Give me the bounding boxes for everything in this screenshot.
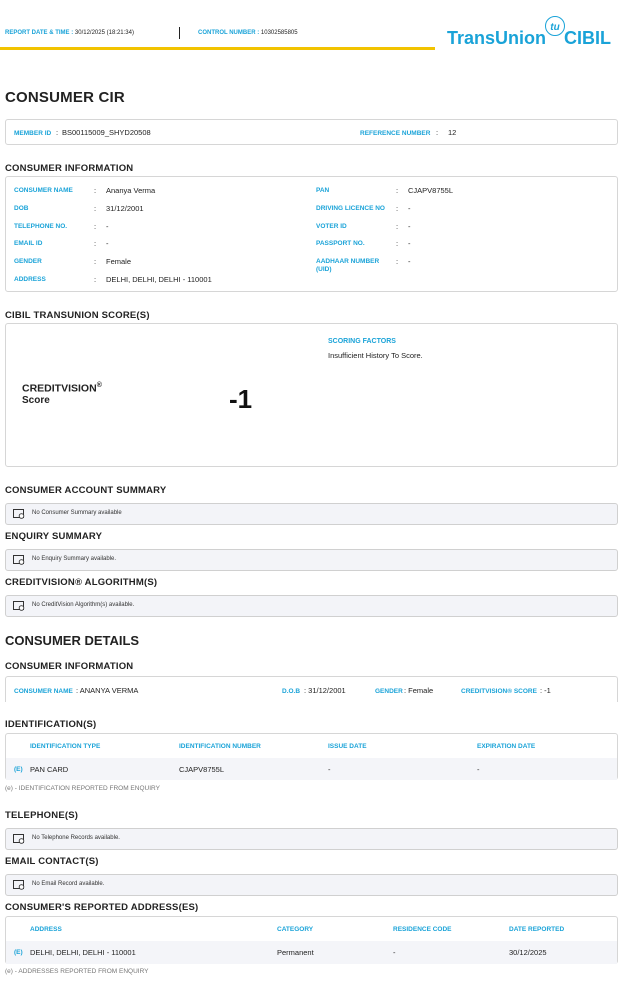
aadhaar-label: AADHAAR NUMBER bbox=[316, 258, 380, 265]
telephone-colon: : bbox=[94, 222, 97, 231]
table-row bbox=[6, 941, 617, 964]
dob-label: DOB bbox=[14, 205, 29, 212]
identification-col-expiry: EXPIRATION DATE bbox=[477, 743, 536, 750]
addresses-note: (e) - ADDRESSES REPORTED FROM ENQUIRY bbox=[5, 968, 149, 975]
details-score-value: : -1 bbox=[540, 686, 551, 695]
reference-number-label: REFERENCE NUMBER bbox=[360, 130, 431, 137]
gender-label: GENDER bbox=[14, 258, 42, 265]
address-row-residence: - bbox=[393, 948, 396, 957]
consumer-name-value: Ananya Verma bbox=[106, 186, 156, 195]
identification-row-number: CJAPV8755L bbox=[179, 765, 225, 774]
telephone-empty-box bbox=[5, 828, 618, 850]
details-score-label: CREDITVISION® SCORE bbox=[461, 688, 537, 695]
identification-heading: IDENTIFICATION(S) bbox=[5, 719, 97, 730]
transunion-cibil-logo bbox=[447, 16, 627, 52]
gender-value: Female bbox=[106, 257, 132, 266]
addresses-col-date: DATE REPORTED bbox=[509, 926, 565, 933]
gender-colon: : bbox=[94, 257, 97, 266]
aadhaar-colon: : bbox=[396, 257, 399, 266]
identification-table bbox=[5, 733, 618, 780]
addresses-col-address: ADDRESS bbox=[30, 926, 62, 933]
telephone-label: TELEPHONE NO. bbox=[14, 223, 68, 230]
driving-licence-colon: : bbox=[396, 204, 399, 213]
aadhaar-label-uid: (UID) bbox=[316, 266, 332, 273]
creditvision-name bbox=[22, 382, 102, 395]
account-summary-heading: CONSUMER ACCOUNT SUMMARY bbox=[5, 485, 167, 496]
member-id-value: BS00115009_SHYD20508 bbox=[62, 128, 151, 137]
address-row-date: 30/12/2025 bbox=[509, 948, 547, 957]
telephone-heading: TELEPHONE(S) bbox=[5, 810, 79, 821]
details-gender-value: : Female bbox=[404, 686, 434, 695]
pan-label: PAN bbox=[316, 187, 330, 194]
scoring-factors-text: Insufficient History To Score. bbox=[328, 351, 423, 360]
account-summary-empty-text: No Consumer Summary available bbox=[32, 510, 122, 516]
account-summary-empty-box bbox=[5, 503, 618, 525]
voter-id-colon: : bbox=[396, 222, 399, 231]
email-contact-heading: EMAIL CONTACT(S) bbox=[5, 856, 99, 867]
empty-folder-icon bbox=[13, 833, 25, 844]
details-dob-label: D.O.B bbox=[282, 688, 301, 695]
pan-value: CJAPV8755L bbox=[408, 186, 454, 195]
control-number-label: CONTROL NUMBER : bbox=[198, 30, 260, 36]
identification-row-type: PAN CARD bbox=[30, 765, 69, 774]
details-dob-value: : 31/12/2001 bbox=[304, 686, 346, 695]
report-date-value: 30/12/2025 (18:21:34) bbox=[74, 30, 134, 36]
identification-col-issue: ISSUE DATE bbox=[328, 743, 367, 750]
creditvision-score-value: -1 bbox=[229, 384, 253, 414]
details-name-label: CONSUMER NAME bbox=[14, 688, 73, 695]
page-title: CONSUMER CIR bbox=[5, 89, 125, 106]
addresses-table bbox=[5, 916, 618, 964]
dob-colon: : bbox=[94, 204, 97, 213]
consumer-name-label: CONSUMER NAME bbox=[14, 187, 73, 194]
score-heading: CIBIL TRANSUNION SCORE(S) bbox=[5, 310, 150, 321]
consumer-information-box bbox=[5, 176, 618, 292]
identification-col-type: IDENTIFICATION TYPE bbox=[30, 743, 101, 750]
details-consumer-info-heading: CONSUMER INFORMATION bbox=[5, 661, 134, 672]
creditvision-reg-mark: ® bbox=[96, 382, 102, 389]
consumer-details-title: CONSUMER DETAILS bbox=[5, 633, 140, 648]
identification-row-expiry: - bbox=[477, 765, 480, 774]
reference-number-colon: : bbox=[436, 128, 439, 137]
logo-transunion-text: TransUnion bbox=[447, 28, 547, 48]
pan-colon: : bbox=[396, 186, 399, 195]
table-row bbox=[6, 758, 617, 780]
empty-folder-icon bbox=[13, 554, 25, 565]
consumer-name-colon: : bbox=[94, 186, 97, 195]
scoring-factors-label: SCORING FACTORS bbox=[328, 338, 396, 345]
control-number bbox=[198, 30, 298, 36]
aadhaar-value: - bbox=[408, 257, 411, 266]
report-date bbox=[5, 30, 134, 36]
enquiry-summary-heading: ENQUIRY SUMMARY bbox=[5, 531, 103, 542]
details-gender-label: GENDER bbox=[375, 688, 403, 695]
voter-id-value: - bbox=[408, 222, 411, 231]
passport-label: PASSPORT NO. bbox=[316, 240, 365, 247]
passport-value: - bbox=[408, 239, 411, 248]
address-label: ADDRESS bbox=[14, 276, 46, 283]
email-value: - bbox=[106, 239, 109, 248]
algorithm-empty-box bbox=[5, 595, 618, 617]
address-colon: : bbox=[94, 275, 97, 284]
reference-number-value: 12 bbox=[448, 128, 457, 137]
empty-folder-icon bbox=[13, 879, 25, 890]
empty-folder-icon bbox=[13, 508, 25, 519]
email-colon: : bbox=[94, 239, 97, 248]
consumer-information-heading: CONSUMER INFORMATION bbox=[5, 163, 134, 174]
member-info-box bbox=[5, 119, 618, 145]
identification-col-number: IDENTIFICATION NUMBER bbox=[179, 743, 261, 750]
passport-colon: : bbox=[396, 239, 399, 248]
header-divider bbox=[179, 27, 180, 39]
driving-licence-value: - bbox=[408, 204, 411, 213]
enquiry-summary-empty-text: No Enquiry Summary available. bbox=[32, 556, 117, 562]
header-underline bbox=[0, 47, 435, 50]
algorithm-empty-text: No CreditVision Algorithm(s) available. bbox=[32, 602, 135, 608]
identification-note: (e) - IDENTIFICATION REPORTED FROM ENQUIRY bbox=[5, 785, 160, 792]
address-value: DELHI, DELHI, DELHI - 110001 bbox=[106, 275, 212, 284]
member-id-label: MEMBER ID bbox=[14, 130, 52, 137]
email-label: EMAIL ID bbox=[14, 240, 43, 247]
details-consumer-info-box bbox=[5, 676, 618, 702]
logo-badge-icon: tu bbox=[545, 16, 565, 36]
algorithm-heading: CREDITVISION® ALGORITHM(S) bbox=[5, 577, 158, 588]
identification-row-marker: (E) bbox=[14, 766, 23, 773]
empty-folder-icon bbox=[13, 600, 25, 611]
report-date-label: REPORT DATE & TIME : bbox=[5, 30, 74, 36]
addresses-col-residence: RESIDENCE CODE bbox=[393, 926, 452, 933]
addresses-heading: CONSUMER'S REPORTED ADDRESS(ES) bbox=[5, 902, 199, 913]
email-empty-box bbox=[5, 874, 618, 896]
enquiry-summary-empty-box bbox=[5, 549, 618, 571]
address-row-marker: (E) bbox=[14, 949, 23, 956]
details-name-value: : ANANYA VERMA bbox=[76, 686, 139, 695]
member-id-colon: : bbox=[56, 128, 59, 137]
creditvision-name-text: CREDITVISION bbox=[22, 382, 97, 395]
report-header bbox=[0, 0, 632, 60]
creditvision-score-label: Score bbox=[22, 395, 50, 406]
voter-id-label: VOTER ID bbox=[316, 223, 347, 230]
logo-cibil-text: CIBIL bbox=[564, 28, 611, 48]
driving-licence-label: DRIVING LICENCE NO bbox=[316, 205, 385, 212]
address-row-category: Permanent bbox=[277, 948, 314, 957]
email-empty-text: No Email Record available. bbox=[32, 881, 105, 887]
telephone-value: - bbox=[106, 222, 109, 231]
score-box bbox=[5, 323, 618, 467]
control-number-value: 10302585805 bbox=[260, 30, 298, 36]
telephone-empty-text: No Telephone Records available. bbox=[32, 835, 120, 841]
identification-row-issue: - bbox=[328, 765, 331, 774]
addresses-col-category: CATEGORY bbox=[277, 926, 314, 933]
dob-value: 31/12/2001 bbox=[106, 204, 144, 213]
address-row-address: DELHI, DELHI, DELHI - 110001 bbox=[30, 948, 136, 957]
